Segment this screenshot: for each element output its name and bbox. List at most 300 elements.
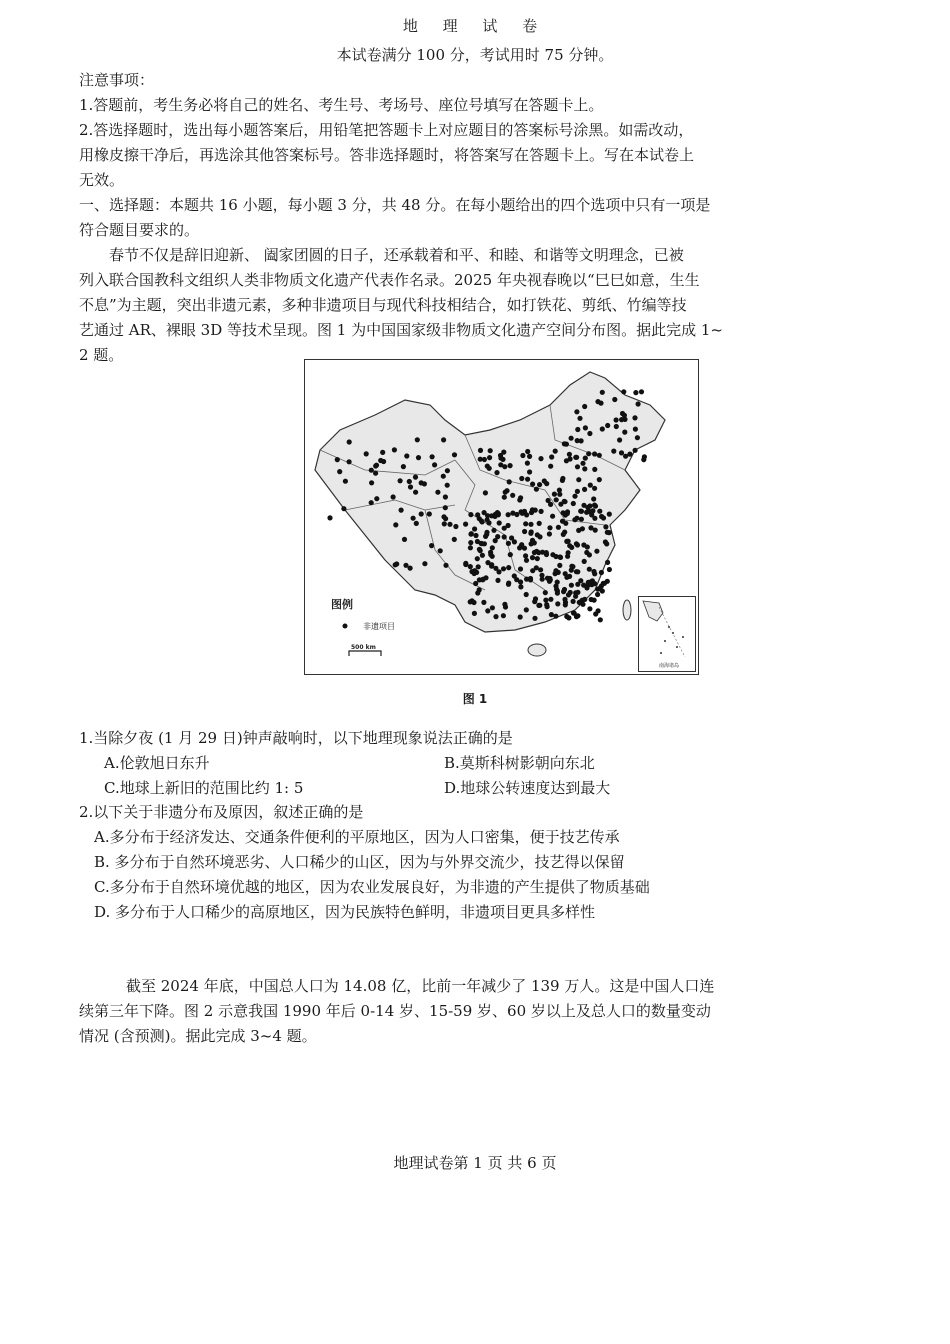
heritage-point [503,604,508,609]
heritage-point [490,545,495,550]
heritage-point [587,509,592,514]
passage-line: 2 题。 [79,346,124,364]
heritage-point [633,390,638,395]
heritage-point [486,520,491,525]
heritage-point [392,447,397,452]
heritage-point [537,521,542,526]
heritage-point [636,401,641,406]
heritage-point [373,463,378,468]
option-c: C.多分布于自然环境优越的地区，因为农业发展良好，为非遗的产生提供了物质基础 [94,878,650,896]
heritage-point [554,497,559,502]
heritage-point [497,520,502,525]
heritage-point [373,471,378,476]
heritage-point [530,538,535,543]
heritage-point [525,449,530,454]
heritage-point [548,597,553,602]
heritage-point [582,487,587,492]
heritage-point [605,530,610,535]
heritage-point [525,461,530,466]
heritage-point [524,607,529,612]
heritage-point [560,519,565,524]
heritage-point [369,500,374,505]
notice-line: 2.答选择题时，选出每小题答案后，用铅笔把答题卡上对应题目的答案标号涂黑。如需改动， [79,121,694,139]
heritage-point [588,483,593,488]
heritage-point [335,457,340,462]
heritage-point [553,614,558,619]
heritage-point [483,575,488,580]
heritage-point [416,455,421,460]
heritage-point [538,456,543,461]
heritage-point [580,461,585,466]
heritage-point [472,571,477,576]
heritage-point [574,455,579,460]
heritage-point [568,590,573,595]
heritage-point [393,522,398,527]
heritage-point [473,533,478,538]
heritage-point [518,614,523,619]
heritage-point [468,545,473,550]
heritage-point [597,509,602,514]
heritage-point [473,581,478,586]
heritage-point [592,581,597,586]
heritage-point [452,537,457,542]
option-c: C.地球上新旧的范围比约 1: 5 [104,779,304,797]
heritage-point [488,448,493,453]
heritage-point [561,589,566,594]
heritage-point [506,541,511,546]
exam-title: 地 理 试 卷 [402,17,548,35]
heritage-point [374,496,379,501]
heritage-point [592,486,597,491]
heritage-point [441,474,446,479]
heritage-point [587,606,592,611]
heritage-point [507,479,512,484]
heritage-point [607,567,612,572]
heritage-point [587,431,592,436]
heritage-point [508,552,513,557]
heritage-point [493,566,498,571]
passage-line: 艺通过 AR、裸眼 3D 等技术呈现。图 1 为中国国家级非物质文化遗产空间分布图。据此完成 1~ [79,321,723,339]
heritage-point [632,415,637,420]
heritage-point [487,466,492,471]
heritage-point [591,569,596,574]
passage-line: 情况 (含预测)。据此完成 3~4 题。 [79,1027,317,1045]
heritage-point [621,389,626,394]
heritage-point [398,478,403,483]
heritage-point [468,512,473,517]
heritage-point [572,494,577,499]
heritage-point [592,503,597,508]
heritage-point [578,578,583,583]
heritage-point [447,522,452,527]
heritage-point [347,439,352,444]
heritage-point [501,450,506,455]
heritage-point [524,577,529,582]
heritage-point [602,581,607,586]
heritage-point [635,435,640,440]
heritage-point [443,494,448,499]
heritage-point [477,547,482,552]
heritage-point [483,490,488,495]
heritage-point [506,581,511,586]
heritage-point [555,601,560,606]
heritage-point [585,544,590,549]
heritage-point [442,521,447,526]
heritage-point [522,529,527,534]
heritage-point [478,457,483,462]
heritage-point [557,492,562,497]
heritage-point [597,477,602,482]
heritage-point [593,528,598,533]
heritage-point [569,583,574,588]
heritage-point [463,522,468,527]
heritage-point [598,617,603,622]
figure-caption: 图 1 [462,692,488,706]
heritage-point [578,509,583,514]
heritage-point [468,564,473,569]
heritage-point [575,489,580,494]
heritage-point [504,488,509,493]
heritage-point [482,510,487,515]
passage-line: 不息”为主题，突出非遗元素，多种非遗项目与现代科技相结合，如打铁花、剪纸、竹编等技 [79,296,687,314]
south-china-sea-inset [638,596,696,672]
heritage-point [408,484,413,489]
heritage-point [496,511,501,516]
heritage-point [518,584,523,589]
heritage-point [422,481,427,486]
scale-label: 500 km [351,644,376,651]
heritage-point [487,455,492,460]
heritage-point [536,603,541,608]
heritage-point [563,602,568,607]
heritage-point [604,541,609,546]
heritage-point [534,487,539,492]
heritage-point [530,482,535,487]
heritage-point [523,553,528,558]
heritage-point [524,592,529,597]
notice-line: 1.答题前，考生务必将自己的姓名、考生号、考场号、座位号填写在答题卡上。 [79,96,604,114]
heritage-point [501,613,506,618]
heritage-point [564,458,569,463]
scale-bar [349,651,381,656]
heritage-point [617,437,622,442]
option-b: B. 多分布于自然环境恶劣、人口稀少的山区，因为与外界交流少，技艺得以保留 [94,853,625,871]
heritage-point [501,566,506,571]
heritage-point [468,540,473,545]
heritage-point [364,451,369,456]
heritage-point [438,548,443,553]
heritage-point [527,454,532,459]
legend-item: 非遗项目 [363,622,395,631]
legend-dot-icon [343,624,348,629]
heritage-point [595,592,600,597]
heritage-point [523,521,528,526]
heritage-point [532,616,537,621]
option-a: A.多分布于经济发达、交通条件便利的平原地区，因为人口密集，便于技艺传承 [94,828,620,846]
heritage-point [584,585,589,590]
heritage-point [347,459,352,464]
passage-line: 截至 2024 年底，中国总人口为 14.08 亿，比前一年减少了 139 万人。这是中国人口连 [126,977,715,995]
heritage-point [594,549,599,554]
passage-line: 列入联合国教科文组织人类非物质文化遗产代表作名录。2025 年央视春晚以“巳巳如意，生生 [79,271,700,289]
heritage-point [453,524,458,529]
heritage-point [517,497,522,502]
heritage-point [327,515,332,520]
heritage-point [528,522,533,527]
heritage-point [479,518,484,523]
heritage-point [519,476,524,481]
heritage-point [532,599,537,604]
heritage-point [556,525,561,530]
heritage-point [510,511,515,516]
heritage-point [441,437,446,442]
section-heading: 符合题目要求的。 [79,221,200,239]
heritage-point [408,566,413,571]
heritage-point [550,552,555,557]
heritage-point [369,480,374,485]
heritage-point [341,506,346,511]
heritage-point [547,525,552,530]
heritage-point [584,550,589,555]
heritage-point [430,454,435,459]
heritage-point [519,543,524,548]
heritage-point [539,573,544,578]
heritage-point [639,389,644,394]
heritage-point [627,452,632,457]
notice-line: 无效。 [79,171,125,189]
heritage-point [539,509,544,514]
heritage-point [597,453,602,458]
heritage-point [622,413,627,418]
heritage-point [380,450,385,455]
heritage-point [574,409,579,414]
heritage-point [571,599,576,604]
heritage-point [562,597,567,602]
heritage-point [463,562,468,567]
heritage-point [399,508,404,513]
heritage-point [443,563,448,568]
heritage-point [543,590,548,595]
heritage-point [633,448,638,453]
heritage-point [552,492,557,497]
heritage-point [549,612,554,617]
heritage-point [472,611,477,616]
heritage-point [489,562,494,567]
heritage-point [337,469,342,474]
heritage-point [415,437,420,442]
heritage-point [600,426,605,431]
option-b: B.莫斯科树影朝向东北 [444,754,595,772]
heritage-point [506,512,511,517]
heritage-point [569,545,574,550]
heritage-point [469,531,474,536]
heritage-point [570,564,575,569]
heritage-point [542,478,547,483]
heritage-point [510,493,515,498]
heritage-point [525,477,530,482]
heritage-point [533,508,538,513]
heritage-point [563,571,568,576]
heritage-point [577,416,582,421]
heritage-point [484,532,489,537]
heritage-point [544,552,549,557]
heritage-point [518,579,523,584]
heritage-point [469,598,474,603]
heritage-point [485,608,490,613]
heritage-point [378,458,383,463]
heritage-point [591,496,596,501]
heritage-point [502,526,507,531]
heritage-point [343,479,348,484]
heritage-point [478,448,483,453]
heritage-point [600,588,605,593]
heritage-point [537,534,542,539]
heritage-point [576,477,581,482]
heritage-point [527,469,532,474]
heritage-point [530,555,535,560]
heritage-point [592,451,597,456]
heritage-point [548,502,553,507]
heritage-point [580,602,585,607]
heritage-point [562,530,567,535]
heritage-point [575,569,580,574]
heritage-point [614,424,619,429]
heritage-point [582,559,587,564]
heritage-point [575,427,580,432]
heritage-point [535,556,540,561]
heritage-point [493,538,498,543]
notice-line: 用橡皮擦干净后，再选涂其他答案标号。答非选择题时，将答案写在答题卡上。写在本试卷上 [79,146,695,164]
heritage-point [429,543,434,548]
section-heading: 一、选择题：本题共 16 小题，每小题 3 分，共 48 分。在每小题给出的四个选项中只有一项是 [79,196,711,214]
passage-line: 续第三年下降。图 2 示意我国 1990 年后 0-14 岁、15-59 岁、60 岁以上及总人口的数量变动 [79,1002,711,1020]
heritage-point [549,454,554,459]
heritage-point [583,456,588,461]
heritage-point [581,503,586,508]
heritage-point [543,598,548,603]
heritage-point [419,511,424,516]
heritage-point [605,560,610,565]
heritage-point [572,517,577,522]
heritage-point [414,521,419,526]
heritage-point [599,570,604,575]
heritage-point [432,462,437,467]
heritage-point [427,511,432,516]
china-outline [315,372,665,632]
heritage-point [411,516,416,521]
heritage-point [548,464,553,469]
heritage-point [443,516,448,521]
heritage-point [518,566,523,571]
heritage-point [502,495,507,500]
heritage-point [475,556,480,561]
heritage-point [445,483,450,488]
heritage-point [520,453,525,458]
heritage-point [579,517,584,522]
heritage-point [622,430,627,435]
heritage-point [574,541,579,546]
notice-heading: 注意事项： [79,71,155,89]
heritage-point [619,450,624,455]
heritage-point [586,451,591,456]
heritage-point [571,501,576,506]
heritage-point [614,417,619,422]
heritage-point [413,475,418,480]
heritage-point [480,553,485,558]
heritage-point [564,442,569,447]
heritage-point [520,511,525,516]
heritage-point [633,427,638,432]
heritage-point [575,438,580,443]
heritage-point [498,456,503,461]
heritage-point [600,390,605,395]
heritage-point [596,608,601,613]
option-a: A.伦敦旭日东升 [104,754,210,772]
heritage-point [545,576,550,581]
question-stem: 2.以下关于非遗分布及原因，叙述正确的是 [79,803,364,821]
heritage-point [452,452,457,457]
heritage-point [611,449,616,454]
passage-line: 春节不仅是辞旧迎新、 阖家团圆的日子，还承载着和平、和睦、和谐等文明理念，已被 [109,246,684,264]
heritage-point [563,512,568,517]
heritage-point [556,570,561,575]
heritage-point [402,537,407,542]
heritage-point [592,467,597,472]
heritage-point [595,399,600,404]
heritage-point [494,470,499,475]
heritage-point [394,561,399,566]
heritage-point [512,539,517,544]
heritage-point [472,526,477,531]
heritage-point [553,449,558,454]
heritage-point [560,476,565,481]
inset-label: 南海诸岛 [658,663,680,669]
heritage-point [576,528,581,533]
heritage-point [435,490,440,495]
heritage-point [607,512,612,517]
heritage-point [599,514,604,519]
heritage-point [582,404,587,409]
heritage-point [445,468,450,473]
heritage-point [481,600,486,605]
heritage-point [528,531,533,536]
heritage-point [391,494,396,499]
heritage-point [413,490,418,495]
option-d: D.地球公转速度达到最大 [444,779,611,797]
heritage-point [443,505,448,510]
heritage-point [536,550,541,555]
heritage-point [404,453,409,458]
heritage-point [566,539,571,544]
heritage-point [476,564,481,569]
exam-subtitle: 本试卷满分 100 分，考试用时 75 分钟。 [336,46,614,64]
heritage-point [583,425,588,430]
heritage-point [592,598,597,603]
legend-title: 图例 [331,598,353,611]
heritage-point [557,563,562,568]
heritage-point [490,605,495,610]
heritage-point [506,565,511,570]
heritage-point [582,466,587,471]
heritage-point [603,524,608,529]
heritage-point [565,554,570,559]
heritage-point [475,590,480,595]
heritage-point [422,561,427,566]
heritage-point [401,464,406,469]
heritage-point [641,457,646,462]
heritage-point [569,436,574,441]
heritage-point [495,578,500,583]
